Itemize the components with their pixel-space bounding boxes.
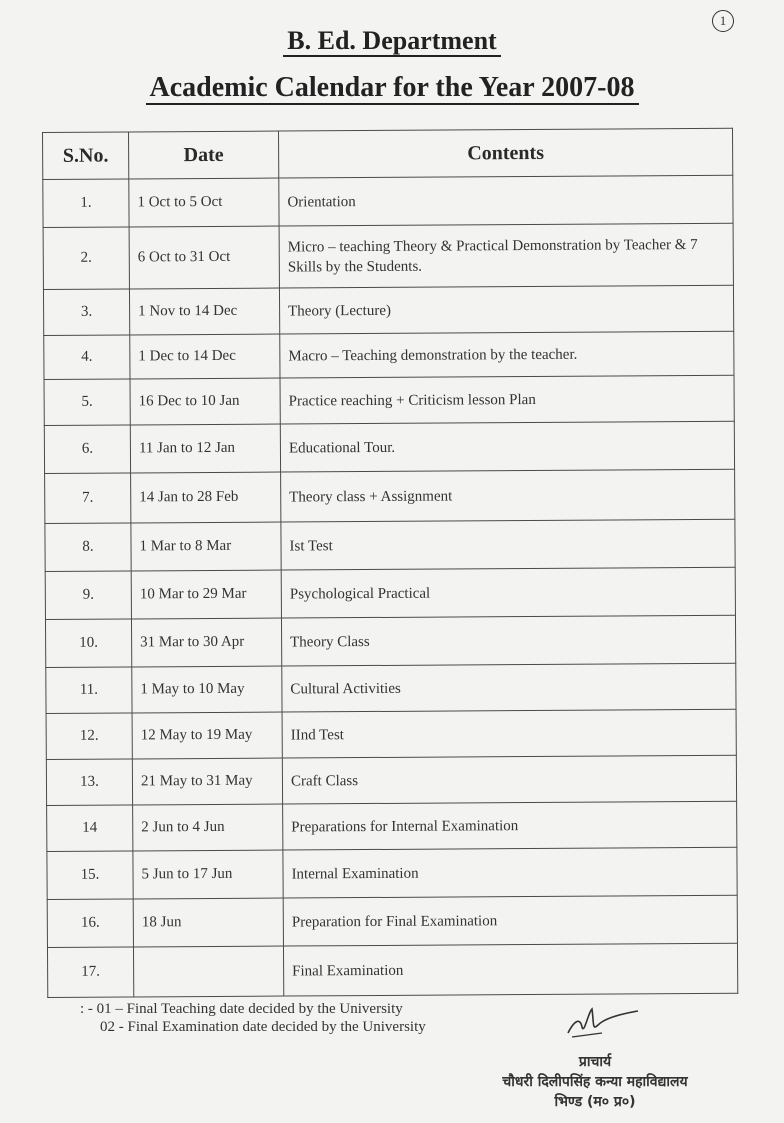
table-row <box>47 847 737 899</box>
cell-date: 2 Jun to 4 Jun <box>133 804 283 851</box>
cell-sno: 17. <box>47 947 133 998</box>
cell-sno: 12. <box>46 713 132 760</box>
cell-sno: 16. <box>47 899 133 948</box>
cell-sno: 15. <box>47 851 133 900</box>
header-date: Date <box>129 131 279 179</box>
table-row <box>46 755 736 805</box>
table-row <box>45 567 735 619</box>
cell-date: 1 Dec to 14 Dec <box>130 334 280 379</box>
cell-content: IInd Test <box>282 709 736 758</box>
cell-date: 21 May to 31 May <box>132 758 282 805</box>
cell-date: 10 Mar to 29 Mar <box>131 570 281 619</box>
table-row <box>44 375 734 425</box>
table-header-row <box>43 128 733 179</box>
cell-date: 5 Jun to 17 Jun <box>133 850 283 899</box>
principal-signature <box>562 1003 642 1043</box>
cell-content: Theory (Lecture) <box>279 285 733 334</box>
cell-date <box>133 946 283 997</box>
table-row <box>43 175 733 227</box>
cell-sno: 13. <box>46 759 132 806</box>
page-number: 1 <box>712 10 734 32</box>
table-row <box>43 285 733 335</box>
cell-date: 12 May to 19 May <box>132 712 282 759</box>
cell-content: Final Examination <box>283 943 737 996</box>
calendar-table-container <box>42 128 737 998</box>
cell-date: 14 Jan to 28 Feb <box>131 472 281 523</box>
cell-sno: 14 <box>47 805 133 852</box>
table-row <box>44 331 734 379</box>
cell-sno: 11. <box>46 667 132 714</box>
cell-content: Orientation <box>279 175 733 226</box>
cell-date: 18 Jun <box>133 898 283 947</box>
cell-content: Preparations for Internal Examination <box>283 801 737 850</box>
calendar-title: Academic Calendar for the Year 2007-08 <box>146 72 639 105</box>
table-row <box>43 223 733 289</box>
cell-sno: 4. <box>44 335 130 380</box>
table-row <box>46 709 736 759</box>
cell-date: 31 Mar to 30 Apr <box>131 618 281 667</box>
cell-content: Preparation for Final Examination <box>283 895 737 946</box>
table-row <box>46 663 736 713</box>
cell-sno: 3. <box>43 289 129 336</box>
stamp-college-name: चौधरी दिलीपसिंह कन्या महाविद्यालय <box>502 1074 688 1090</box>
table-row <box>47 801 737 851</box>
cell-date: 1 Oct to 5 Oct <box>129 178 279 227</box>
cell-date: 6 Oct to 31 Oct <box>129 226 279 289</box>
cell-content: Psychological Practical <box>281 567 735 618</box>
cell-sno: 9. <box>45 571 131 620</box>
table-row <box>44 421 734 473</box>
table-row <box>45 469 735 523</box>
cell-date: 11 Jan to 12 Jan <box>130 424 280 473</box>
cell-date: 1 May to 10 May <box>132 666 282 713</box>
table-row <box>47 943 737 997</box>
cell-sno: 2. <box>43 227 129 290</box>
cell-content: Theory Class <box>281 615 735 666</box>
cell-date: 1 Mar to 8 Mar <box>131 522 281 571</box>
cell-content: Educational Tour. <box>280 421 734 472</box>
table-row <box>45 519 735 571</box>
cell-sno: 10. <box>45 619 131 668</box>
department-name: B. Ed. Department <box>283 26 500 57</box>
stamp-location: भिण्ड (म० प्र०) <box>554 1094 636 1110</box>
cell-content: Internal Examination <box>283 847 737 898</box>
page-title <box>0 72 784 104</box>
cell-content: Macro – Teaching demonstration by the teacher. <box>280 331 734 378</box>
header-sno: S.No. <box>43 132 129 180</box>
cell-content: Theory class + Assignment <box>281 469 735 522</box>
stamp-designation: प्राचार्य <box>578 1054 612 1070</box>
cell-content: Micro – teaching Theory & Practical Demonstration by Teacher & 7 Skills by the Students. <box>279 223 733 288</box>
cell-content: Craft Class <box>282 755 736 804</box>
cell-sno: 1. <box>43 179 129 228</box>
cell-date: 1 Nov to 14 Dec <box>129 288 279 335</box>
cell-sno: 7. <box>45 473 131 524</box>
table-row <box>47 895 737 947</box>
department-heading <box>0 26 784 56</box>
college-stamp <box>480 1052 710 1112</box>
header-contents: Contents <box>278 128 732 178</box>
cell-sno: 5. <box>44 379 130 426</box>
cell-sno: 8. <box>45 523 131 572</box>
table-row <box>45 615 735 667</box>
calendar-table <box>42 128 738 998</box>
cell-content: Practice reaching + Criticism lesson Plan <box>280 375 734 424</box>
footnotes <box>80 1000 426 1036</box>
cell-sno: 6. <box>44 425 130 474</box>
cell-date: 16 Dec to 10 Jan <box>130 378 280 425</box>
footnote-2: 02 - Final Examination date decided by the University <box>100 1019 426 1035</box>
cell-content: Cultural Activities <box>282 663 736 712</box>
cell-content: Ist Test <box>281 519 735 570</box>
footnote-1: : - 01 – Final Teaching date decided by the University <box>80 1001 403 1017</box>
